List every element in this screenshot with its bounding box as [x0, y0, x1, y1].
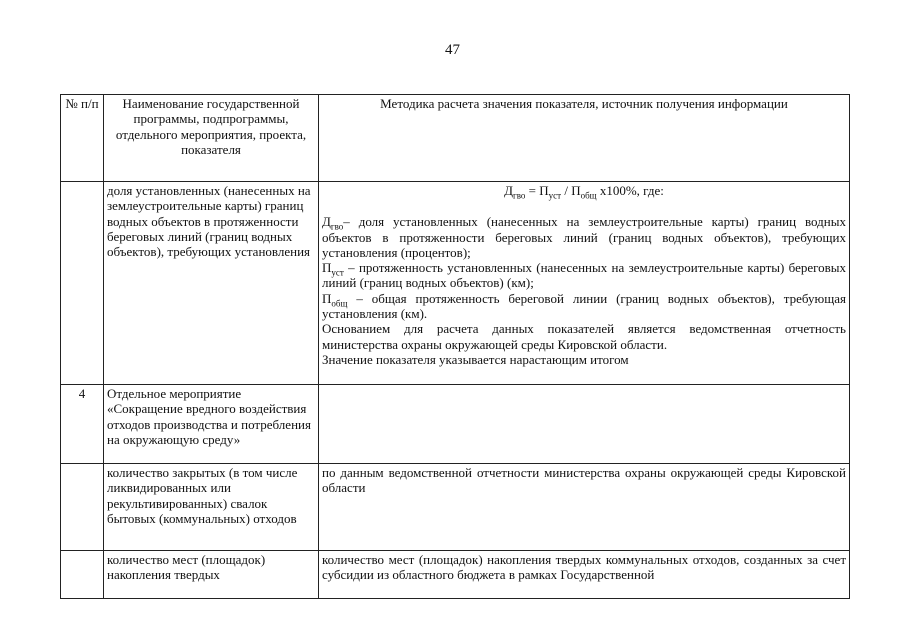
page-number: 47 [445, 42, 460, 58]
definition-p-ust: $П_{уст}$ – протяженность установленных (нанесенных на землеустроительные карты) береговых линий (границ водных объектов) (км); [322, 260, 846, 291]
row-name: количество мест (площадок) накопления твердых [104, 551, 319, 599]
header-method: Методика расчета значения показателя, источник получения информации [319, 95, 850, 182]
formula: $Д_{гво} = П_{уст} / П_{общ}$ х100%, где: [504, 183, 664, 201]
table-row [61, 182, 850, 385]
row-num: 4 [61, 385, 104, 464]
row-num [61, 551, 104, 599]
header-num: № п/п [61, 95, 104, 182]
row-num [61, 464, 104, 551]
row-num [61, 182, 104, 385]
table-row [61, 385, 850, 464]
basis-text: Основанием для расчета данных показателей является ведомственная отчетность министерства охраны окружающей среды Кировской области. [322, 321, 846, 352]
row-method: количество мест (площадок) накопления твердых коммунальных отходов, созданных за счет субсидии из областного бюджета в рамках Государственной [319, 551, 850, 599]
row-method [319, 182, 850, 385]
table-header-row [61, 95, 850, 182]
row-name: доля установленных (нанесенных на землеустроительные карты) границ водных объектов в протяженности береговых линий (границ водных объектов), требующих установления [104, 182, 319, 385]
definition-p-obsh: $П_{общ}$ – общая протяженность береговой линии (границ водных объектов), требующая установления (км). [322, 290, 846, 322]
definition-d: $Д_{гво}-$ доля установленных (нанесенных на землеустроительные карты) границ водных объектов в протяженности береговых линий (границ водных объектов), требующих установления (процентов); [322, 214, 846, 260]
row-method: по данным ведомственной отчетности министерства охраны окружающей среды Кировской области [319, 464, 850, 551]
row-name: количество закрытых (в том числе ликвидированных или рекультивированных) свалок бытовых (коммунальных) отходов [104, 464, 319, 551]
header-name: Наименование государственной программы, подпрограммы, отдельного мероприятия, проекта, показателя [104, 95, 319, 182]
table-row [61, 464, 850, 551]
note-text: Значение показателя указывается нарастающим итогом [322, 351, 629, 367]
row-name: Отдельное мероприятие «Сокращение вредного воздействия отходов производства и потребления на окружающую среду» [104, 385, 319, 464]
table-row [61, 551, 850, 599]
indicator-table [60, 94, 850, 599]
row-method [319, 385, 850, 464]
